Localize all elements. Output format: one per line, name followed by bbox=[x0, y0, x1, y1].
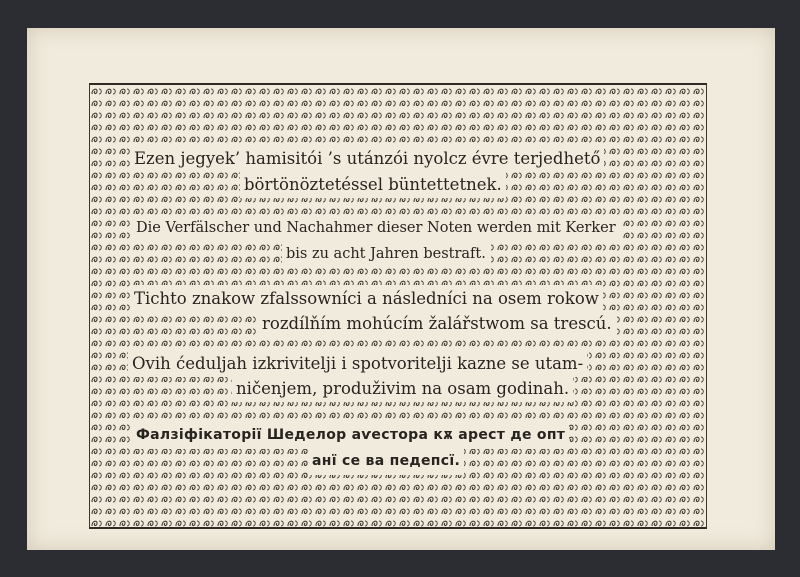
ornamental-frame bbox=[89, 83, 707, 529]
text-line-de-1: Die Verfälscher und Nachahmer dieser Noten werden mit Kerker bbox=[132, 215, 620, 242]
text-line-hu-2: börtönöztetéssel büntettetnek. bbox=[240, 171, 506, 198]
text-line-hu-1: Ezen jegyek’ hamisitói ’s utánzói nyolcz évre terjedhető bbox=[130, 145, 604, 172]
banknote-back bbox=[27, 28, 775, 550]
text-line-hr-1: Ovih ćeduljah izkrivitelji i spotvoritelji kazne se utam- bbox=[128, 350, 587, 377]
text-line-sk-2: rozdílňím mohúcím žalářstwom sa trescú. bbox=[258, 310, 616, 337]
text-line-hr-2: ničenjem, produživim na osam godinah. bbox=[232, 375, 573, 402]
text-line-ro-2: анї се ва педепсї. bbox=[308, 448, 464, 475]
text-line-ro-1: Фалзіфікаторії Шеделор аѵестора кѫ арест де опт bbox=[132, 422, 569, 449]
text-line-sk-1: Tichto znakow zfalssowníci a následníci na osem rokow bbox=[130, 285, 603, 312]
text-line-de-2: bis zu acht Jahren bestraft. bbox=[282, 241, 490, 268]
